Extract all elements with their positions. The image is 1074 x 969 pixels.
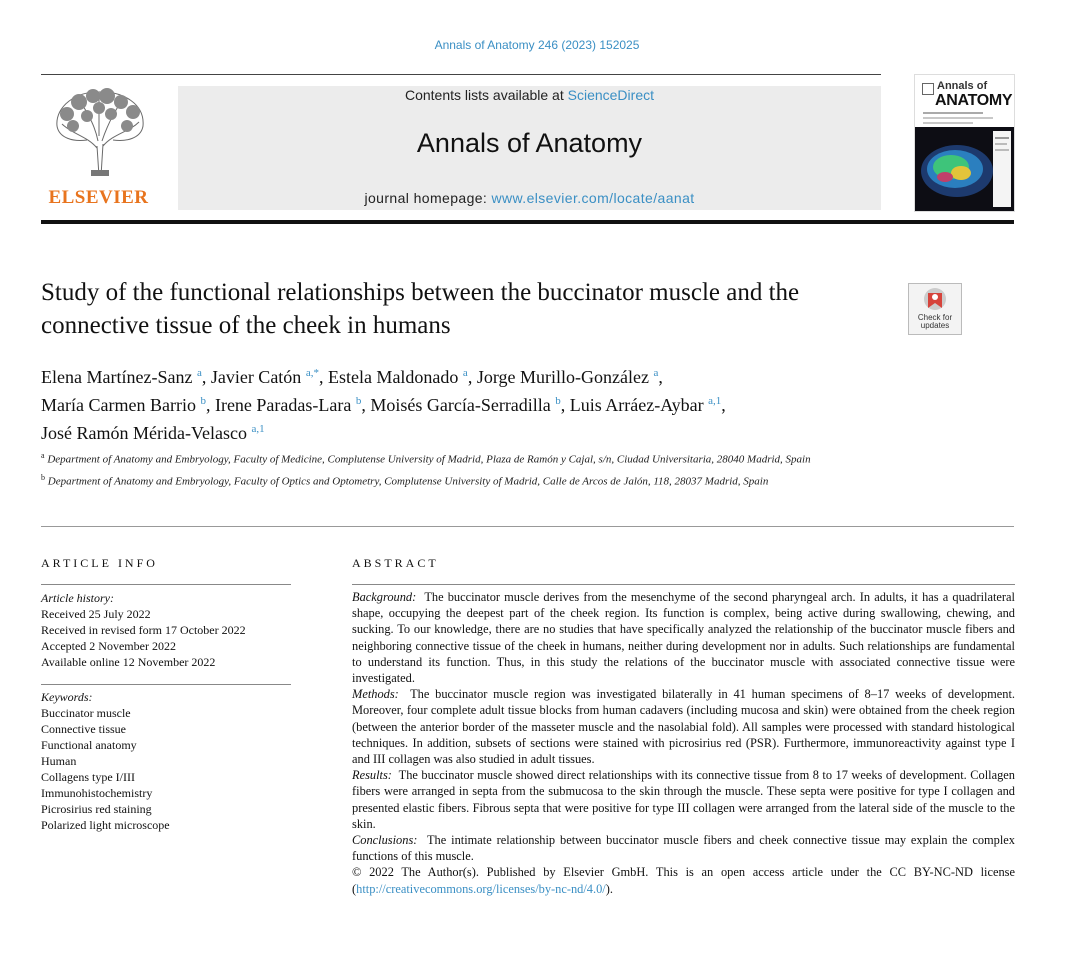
author-affiliation-marker[interactable]: a,*	[305, 367, 319, 379]
keyword-item: Collagens type I/III	[41, 770, 135, 784]
copyright-notice	[352, 864, 1015, 896]
cover-text-lines	[923, 111, 1007, 125]
author-name: Estela Maldonado	[327, 367, 459, 387]
abstract-conclusions	[352, 832, 1015, 864]
header-bottom-rule	[41, 220, 1014, 224]
affiliation-item	[41, 448, 921, 468]
abstract-body	[352, 589, 1015, 897]
copyright-end: ).	[605, 881, 613, 896]
contents-availability	[178, 87, 881, 103]
cover-title-large: ANATOMY	[935, 92, 1013, 109]
history-item: Received in revised form 17 October 2022	[41, 623, 246, 637]
elsevier-logo	[41, 86, 156, 210]
author	[41, 423, 265, 443]
abstract-background	[352, 589, 1015, 686]
author-name: Luis Arráez-Aybar	[569, 395, 704, 415]
article-info-heading: ARTICLE INFO	[41, 556, 158, 570]
author-affiliation-marker[interactable]: a	[462, 367, 468, 379]
cover-brain-illustration	[915, 127, 1014, 211]
elsevier-tree-icon	[47, 86, 151, 178]
article-history	[41, 590, 291, 670]
abstract-heading: ABSTRACT	[352, 556, 439, 570]
keyword-item: Functional anatomy	[41, 738, 137, 752]
abstract-section-text: The buccinator muscle derives from the mesenchyme of the second pharyngeal arch. In adults, it has a quadrilateral shape, occupying the deepest part of the cheek region. Its function is complex, being active during swallowing, chewing, and sucking. To our knowledge, there are no studies that have specifically analyzed the relationship of the buccinator muscle fibers and neighboring connective tissue of the cheek in humans, neither during development nor in adults. Such relationships are fundamental to understand its function. Thus, in this study the relations of the buccinator muscle with associated connective tissue were investigated.	[352, 590, 1015, 686]
keyword-item: Immunohistochemistry	[41, 786, 153, 800]
author-name: Jorge Murillo-González	[476, 367, 649, 387]
author-list	[41, 361, 941, 445]
abstract-section-label: Background:	[352, 590, 417, 604]
journal-cover-image[interactable]	[914, 74, 1015, 212]
article-info-rule	[41, 584, 291, 585]
author-name: Javier Catón	[210, 367, 302, 387]
author-affiliation-marker[interactable]: a,1	[251, 423, 265, 435]
license-link[interactable]: http://creativecommons.org/licenses/by-nc-nd/4.0/	[356, 881, 606, 896]
author: Elena Martínez-Sanz $^a$,	[41, 367, 211, 387]
cover-logo-icon	[922, 83, 934, 95]
crossmark-label-line1: Check for	[917, 313, 953, 322]
affiliation-marker: b	[41, 472, 45, 482]
author-name: Moisés García-Serradilla	[370, 395, 551, 415]
author: María Carmen Barrio $^b$,	[41, 395, 215, 415]
keyword-item: Human	[41, 754, 77, 768]
history-item: Received 25 July 2022	[41, 607, 151, 621]
affiliation-text: Department of Anatomy and Embryology, Faculty of Optics and Optometry, Complutense University of Madrid, Calle de Arcos de Jalón, 118, 28037 Madrid, Spain	[47, 475, 769, 488]
author: Moisés García-Serradilla $^b$,	[370, 395, 570, 415]
abstract-rule	[352, 584, 1015, 585]
copyright-text: © 2022 The Author(s). Published by Elsevier GmbH. This is an open access article under the CC BY-NC-ND license (	[352, 865, 1015, 896]
author-name: Irene Paradas-Lara	[214, 395, 352, 415]
keyword-item: Buccinator muscle	[41, 706, 131, 720]
abstract-section-label: Results:	[352, 768, 392, 783]
affiliation-marker: a	[41, 451, 45, 460]
crossmark-label-line2: updates	[920, 321, 950, 330]
author-affiliation-marker[interactable]: b	[355, 395, 362, 407]
affiliation-text: Department of Anatomy and Embryology, Faculty of Medicine, Complutense University of Madrid, Plaza de Ramón y Cajal, s/n, Ciudad Universitaria, 28040 Madrid, Spain	[47, 453, 811, 466]
history-item: Accepted 2 November 2022	[41, 639, 176, 653]
history-item: Available online 12 November 2022	[41, 655, 216, 669]
author: Irene Paradas-Lara $^b$,	[214, 395, 371, 415]
homepage-prefix: journal homepage:	[364, 190, 492, 206]
author-name: María Carmen Barrio	[41, 395, 196, 415]
abstract-section-text: The buccinator muscle showed direct relationships with its connective tissue from 8 to 17 weeks of development. Collagen fibers were arranged in septa from the submucosa to the skin through the muscle. These septa were positive for type I collagen and presented elastic fibers. Fibrous septa that were positive for type III collagen were arranged from the lateral side of the muscle to the skin.	[352, 768, 1015, 831]
affiliation-item	[41, 470, 921, 490]
article-history-label: Article history:	[41, 591, 114, 605]
journal-header	[178, 86, 881, 210]
sciencedirect-link[interactable]: ScienceDirect	[567, 87, 654, 103]
keywords	[41, 689, 291, 833]
abstract-methods	[352, 686, 1015, 767]
author: Luis Arráez-Aybar $^{a,1}$,	[569, 395, 726, 415]
elsevier-wordmark: ELSEVIER	[48, 187, 149, 208]
crossmark-icon	[909, 284, 961, 314]
author-affiliation-marker[interactable]: a	[653, 367, 659, 379]
top-divider	[41, 74, 881, 75]
author: Jorge Murillo-González $^a$,	[476, 367, 663, 387]
abstract-section-label: Methods:	[352, 687, 399, 702]
abstract-section-text: The intimate relationship between buccinator muscle fibers and cheek connective tissue may explain the complex functions of this muscle.	[352, 833, 1015, 864]
author-affiliation-marker[interactable]: b	[555, 395, 561, 407]
abstract-section-text: The buccinator muscle region was investigated bilaterally in 41 human specimens of 8–17 weeks of development. Moreover, four complete adult tissue blocks from human cadavers (including mucosa and skin) were obtained from the cheek region (between the anterior border of the masseter muscle and the nasolabial fold). All samples were processed with standard histological techniques. In addition, subsets of sections were stained with picrosirius red (PSR). Furthermore, immunoreactivity against type I and III collagen was also studied in adult tissues.	[352, 687, 1015, 767]
author: Javier Catón $^{a,*}$,	[210, 367, 328, 387]
journal-name: Annals of Anatomy	[416, 128, 643, 158]
author: Estela Maldonado $^a$,	[327, 367, 477, 387]
keyword-item: Picrosirius red staining	[41, 802, 152, 816]
abstract-results	[352, 767, 1015, 832]
author-name: José Ramón Mérida-Velasco	[41, 423, 247, 443]
crossmark-label	[909, 314, 961, 330]
check-for-updates-badge[interactable]	[908, 283, 962, 335]
journal-homepage	[178, 190, 881, 206]
keywords-label: Keywords:	[41, 690, 93, 704]
journal-citation[interactable]: Annals of Anatomy 246 (2023) 152025	[434, 38, 640, 52]
author-affiliation-marker[interactable]: b	[200, 395, 206, 407]
cover-title-small: Annals of	[937, 80, 988, 92]
keywords-rule	[41, 684, 291, 685]
affiliation-divider	[41, 526, 1014, 527]
author-name: Elena Martínez-Sanz	[41, 367, 193, 387]
affiliations	[41, 448, 921, 491]
author-affiliation-marker[interactable]: a	[196, 367, 202, 379]
author-affiliation-marker[interactable]: a,1	[708, 395, 722, 407]
article-title: Study of the functional relationships between the buccinator muscle and the connective tissue of the cheek in humans	[41, 279, 800, 339]
keyword-item: Polarized light microscope	[41, 818, 170, 832]
keyword-item: Connective tissue	[41, 722, 126, 736]
abstract-section-label: Conclusions:	[352, 833, 418, 848]
homepage-link[interactable]: www.elsevier.com/locate/aanat	[491, 190, 695, 206]
contents-prefix: Contents lists available at	[404, 87, 568, 103]
